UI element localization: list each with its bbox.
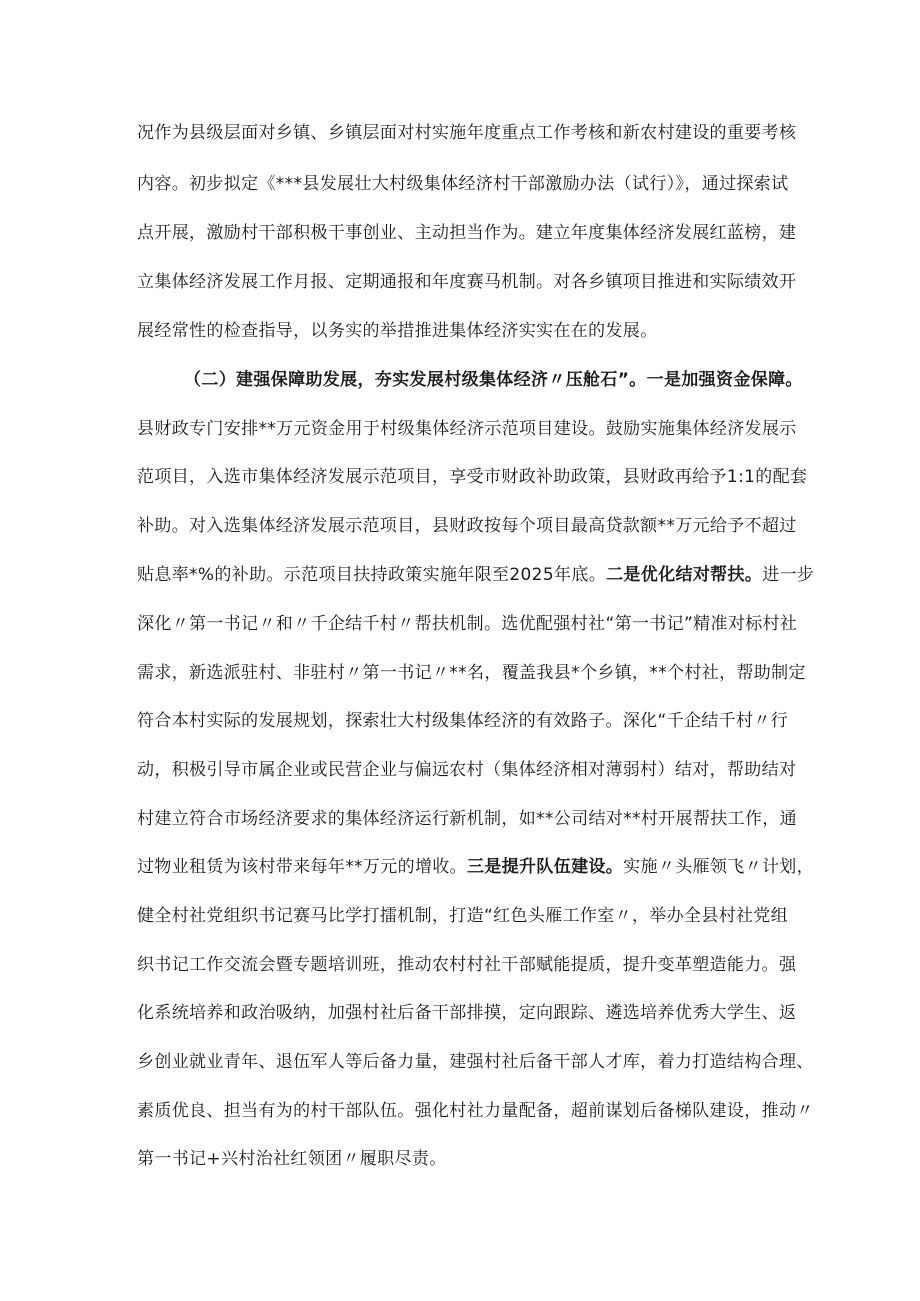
- paragraph-2-line-16: 素质优良、担当有为的村干部队伍。强化村社力量配备，超前谋划后备梯队建设，推动〃: [137, 1101, 814, 1121]
- line-5-text: 贴息率*%的补助。示范项目扶持政策实施年限至2025年底。: [137, 565, 607, 585]
- paragraph-1-line-1: 况作为县级层面对乡镇、乡镇层面对村实施年度重点工作考核和新农村建设的重要考核: [137, 123, 797, 143]
- paragraph-1-line-2: 内容。初步拟定《***县发展壮大村级集体经济村干部激励办法（试行）》，通过探索试: [137, 174, 789, 194]
- paragraph-1-line-3: 点开展，激励村干部积极干事创业、主动担当作为。建立年度集体经济发展红蓝榜，建: [137, 223, 797, 243]
- paragraph-2-line-10: 村建立符合市场经济要求的集体经济运行新机制，如**公司结对**村开展帮扶工作，通: [137, 809, 797, 829]
- paragraph-2-line-13: 织书记工作交流会暨专题培训班，推动农村村社干部赋能提质，提升变革塑造能力。强: [137, 955, 797, 975]
- paragraph-2-line-11: [137, 856, 815, 878]
- paragraph-1-line-5: 展经常性的检查指导，以务实的举措推进集体经济实实在在的发展。: [137, 321, 658, 341]
- paragraph-2-line-4: 补助。对入选集体经济发展示范项目，县财政按每个项目最高贷款额**万元给予不超过: [137, 516, 797, 536]
- paragraph-2-line-5: [137, 564, 815, 586]
- line-11-tail: 实施〃头雁领飞〃计划，: [623, 857, 815, 877]
- line-5-tail: 进一步: [762, 565, 815, 585]
- line-11-text: 过物业租赁为该村带来每年**万元的增收。: [137, 857, 467, 877]
- paragraph-2-line-14: 化系统培养和政治吸纳，加强村社后备干部排摸，定向跟踪、遴选培养优秀大学生、返: [137, 1003, 797, 1023]
- line-5-bold-heading: 二是优化结对帮扶。: [606, 565, 763, 585]
- paragraph-2-line-6: 深化〃第一书记〃和〃千企结千村〃帮扶机制。选优配强村社“第一书记”精准对标村社: [137, 614, 798, 634]
- paragraph-2-line-2: 县财政专门安排**万元资金用于村级集体经济示范项目建设。鼓励实施集体经济发展示: [137, 419, 797, 439]
- paragraph-2-line-9: 动，积极引导市属企业或民营企业与偏远农村（集体经济相对薄弱村）结对，帮助结对: [137, 760, 797, 780]
- paragraph-2-line-12: 健全村社党组织书记赛马比学打擂机制，打造“红色头雁工作室〃，举办全县村社党组: [137, 906, 789, 926]
- paragraph-2-line-15: 乡创业就业青年、退伍军人等后备力量，建强村社后备干部人才库，着力打造结构合理、: [137, 1052, 814, 1072]
- line-11-bold-heading: 三是提升队伍建设。: [467, 857, 624, 877]
- paragraph-2-line-17: 第一书记+兴村治社红领团〃履职尽责。: [137, 1149, 447, 1169]
- paragraph-1-line-4: 立集体经济发展工作月报、定期通报和年度赛马机制。对各乡镇项目推进和实际绩效开: [137, 272, 797, 292]
- paragraph-2-line-3: 范项目，入选市集体经济发展示范项目，享受市财政补助政策，县财政再给予1:1的配套: [137, 467, 808, 487]
- paragraph-2-line-7: 需求，新选派驻村、非驻村〃第一书记〃**名，覆盖我县*个乡镇，**个村社，帮助制定: [137, 663, 806, 683]
- paragraph-2-line-8: 符合本村实际的发展规划，探索壮大村级集体经济的有效路子。深化“千企结千村〃行: [137, 711, 789, 731]
- paragraph-2-heading: （二）建强保障助发展，夯实发展村级集体经济〃压舱石”。一是加强资金保障。: [184, 370, 803, 390]
